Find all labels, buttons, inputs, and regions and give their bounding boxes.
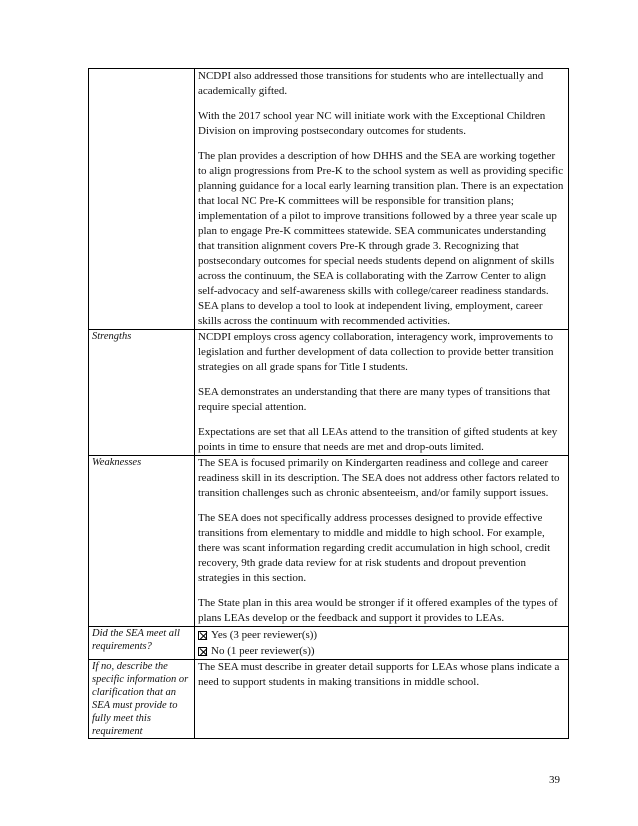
table-row-weaknesses [89,456,569,627]
strengths-paragraph: SEA demonstrates an understanding that there are many types of transitions that require special attention. [198,386,551,413]
table-row-requirements [89,627,569,660]
table-row-clarification [89,660,569,739]
strengths-content [195,330,569,456]
table-row-intro [89,69,569,330]
intro-paragraph: NCDPI also addressed those transitions for students who are intellectually and academically gifted. [198,70,544,97]
clarification-label: If no, describe the specific information or clarification that an SEA must provide to fully meet this requirement [89,660,195,739]
requirements-label: Did the SEA meet all requirements? [89,627,195,660]
intro-label [89,69,195,330]
yes-line [198,627,565,643]
clarification-content [195,660,569,739]
no-line [198,643,565,659]
requirements-content [195,627,569,660]
weaknesses-label: Weaknesses [89,456,195,627]
checked-box-icon [198,631,207,640]
weaknesses-content [195,456,569,627]
weaknesses-paragraph: The SEA does not specifically address processes designed to provide effective transitions from elementary to middle and middle to high school. For example, there was scant information regarding credit accumulation in high school, credit recovery, 9th grade data review for at risk students and dropout prevention strategies in this section. [198,512,551,584]
no-text: No (1 peer reviewer(s)) [211,645,315,657]
intro-content [195,69,569,330]
checked-box-icon [198,647,207,656]
review-table [88,68,569,739]
page-number: 39 [549,774,560,786]
strengths-paragraph: Expectations are set that all LEAs attend to the transition of gifted students at key points in time to ensure that needs are met and drop-outs limited. [198,426,558,453]
strengths-label: Strengths [89,330,195,456]
weaknesses-paragraph: The SEA is focused primarily on Kindergarten readiness and college and career readiness skill in its description. The SEA does not address other factors related to transition challenges such as chronic absenteeism, and/or family support issues. [198,457,560,499]
intro-paragraph: The plan provides a description of how DHHS and the SEA are working together to align progressions from Pre-K to the school system as well as providing specific planning guidance for a local early learning transition plan. There is an expectation that local NC Pre-K committees will be responsible for transition plans; implementation of a pilot to improve transitions followed by a three year scale up plan to engage Pre-K committees statewide. SEA communicates understanding that transition alignment covers Pre-K through grade 3. Recognizing that postsecondary outcomes for special needs students depend on alignment of skills across the continuum, the SEA is collaborating with the Zarrow Center to align self-advocacy and self-awareness skills with college/career readiness standards. SEA plans to develop a tool to look at independent living, employment, career skills across the continuum with recommended activities. [198,150,564,327]
weaknesses-paragraph: The State plan in this area would be stronger if it offered examples of the types of plans LEAs develop or the feedback and support it provides to LEAs. [198,597,558,624]
table-row-strengths [89,330,569,456]
clarification-paragraph: The SEA must describe in greater detail supports for LEAs whose plans indicate a need to support students in making transitions in middle school. [198,661,560,688]
yes-text: Yes (3 peer reviewer(s)) [211,629,318,641]
strengths-paragraph: NCDPI employs cross agency collaboration, interagency work, improvements to legislation and further development of data collection to provide better transition strategies on all grade spans for Title I students. [198,331,554,373]
intro-paragraph: With the 2017 school year NC will initiate work with the Exceptional Children Division on improving postsecondary outcomes for students. [198,110,546,137]
